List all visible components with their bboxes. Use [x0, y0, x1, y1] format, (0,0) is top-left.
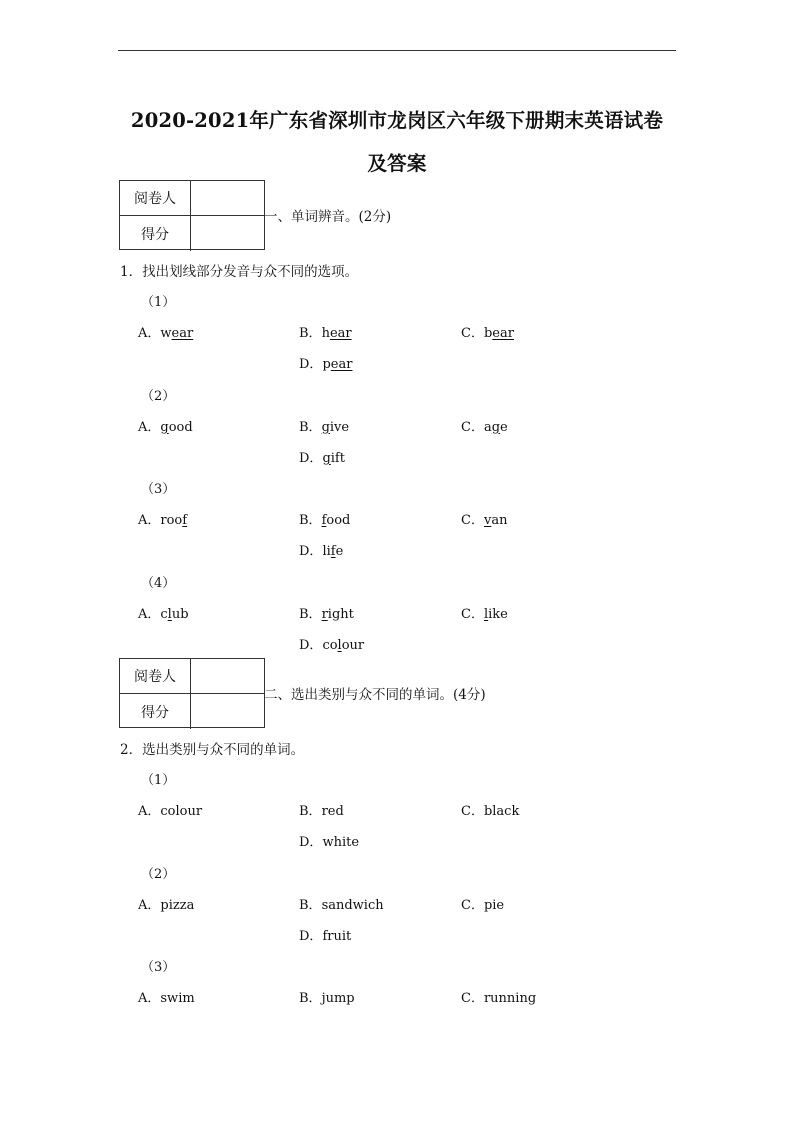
score-box [119, 658, 265, 728]
option-word: ub [171, 607, 189, 622]
option[interactable] [299, 987, 355, 1006]
option[interactable] [299, 447, 345, 466]
option-letter: A． [138, 326, 161, 341]
score-box [119, 180, 265, 250]
option[interactable] [299, 925, 351, 944]
underlined-part: f [182, 513, 188, 528]
option-letter: B． [299, 513, 322, 528]
underlined-part: l [483, 607, 489, 622]
option-letter: C． [461, 804, 484, 819]
option[interactable] [299, 894, 384, 913]
sub-question-number: （3） [141, 482, 176, 497]
option[interactable] [461, 322, 514, 341]
underlined-part: l [337, 638, 342, 653]
option-word: an [491, 513, 508, 528]
underlined-part: g [491, 420, 501, 435]
option-word: ood [326, 513, 351, 528]
sub-question-number: （3） [141, 960, 176, 975]
option-letter: D． [299, 929, 323, 944]
underlined-part: g [160, 420, 169, 435]
underlined-part: g [321, 420, 330, 435]
option-letter: C． [461, 991, 484, 1006]
reviewer-label: 阅卷人 [120, 181, 191, 216]
option-letter: C． [461, 898, 484, 913]
page-title-continued: 及答案 [367, 152, 427, 175]
option-word: b [483, 326, 493, 341]
option[interactable] [138, 322, 193, 341]
option-word: pie [483, 898, 505, 913]
option[interactable] [299, 509, 350, 528]
option-word: h [321, 326, 330, 341]
option-letter: A． [138, 991, 161, 1006]
option-word: roo [160, 513, 183, 528]
score-blank [191, 216, 264, 251]
option[interactable] [299, 800, 344, 819]
score-blank [191, 694, 264, 729]
option-letter: B． [299, 326, 322, 341]
header-rule [118, 50, 676, 51]
option-word: red [321, 804, 344, 819]
option-letter: A． [138, 898, 161, 913]
option-word: pizza [160, 898, 195, 913]
option[interactable] [138, 800, 202, 819]
option[interactable] [138, 603, 189, 622]
option[interactable] [299, 603, 354, 622]
option[interactable] [461, 987, 536, 1006]
option-letter: B． [299, 607, 322, 622]
option-letter: A． [138, 804, 161, 819]
underlined-part: ear [492, 326, 514, 341]
option[interactable] [299, 540, 343, 559]
section-title: 一、单词辨音。(2分) [264, 209, 392, 225]
sub-question-number: （1） [141, 773, 176, 788]
option[interactable] [138, 894, 194, 913]
option[interactable] [461, 603, 508, 622]
option-letter: A． [138, 420, 161, 435]
option[interactable] [461, 509, 507, 528]
sub-question-number: （2） [141, 389, 176, 404]
reviewer-blank [191, 659, 264, 694]
sub-question-number: （1） [141, 295, 176, 310]
option-word: c [160, 607, 168, 622]
option-word: running [483, 991, 537, 1006]
option-word: ood [168, 420, 193, 435]
underlined-part: r [321, 607, 328, 622]
option-word: ight [327, 607, 354, 622]
question-stem: 1．找出划线部分发音与众不同的选项。 [120, 264, 359, 280]
option[interactable] [138, 987, 195, 1006]
option-letter: C． [461, 420, 484, 435]
option-word: co [322, 638, 338, 653]
option-letter: B． [299, 991, 322, 1006]
option[interactable] [299, 831, 359, 850]
underlined-part: ear [171, 326, 194, 341]
score-label: 得分 [120, 216, 191, 251]
question-stem: 2．选出类别与众不同的单词。 [120, 742, 305, 758]
reviewer-label: 阅卷人 [120, 659, 191, 694]
option-word: li [322, 544, 331, 559]
option-letter: B． [299, 804, 322, 819]
underlined-part: ear [329, 326, 352, 341]
option-word: a [483, 420, 492, 435]
sub-question-number: （4） [141, 576, 176, 591]
underlined-part: l [167, 607, 172, 622]
reviewer-blank [191, 181, 264, 216]
section-title: 二、选出类别与众不同的单词。(4分) [264, 687, 486, 703]
option-letter: A． [138, 513, 161, 528]
underlined-part: f [321, 513, 327, 528]
page-title: 2020-2021年广东省深圳市龙岗区六年级下册期末英语试卷 [130, 109, 664, 132]
option-word: our [341, 638, 365, 653]
option-word: ive [329, 420, 350, 435]
option-letter: D． [299, 451, 323, 466]
option-word: e [335, 544, 344, 559]
option-letter: C． [461, 607, 484, 622]
option[interactable] [138, 509, 187, 528]
option-letter: D． [299, 835, 323, 850]
option[interactable] [299, 353, 352, 372]
option-word: e [500, 420, 508, 435]
option-letter: D． [299, 544, 323, 559]
sub-question-number: （2） [141, 867, 176, 882]
option-letter: B． [299, 420, 322, 435]
underlined-part: ear [330, 357, 353, 372]
option-word: white [322, 835, 360, 850]
option[interactable] [461, 800, 519, 819]
option[interactable] [138, 416, 193, 435]
option-word: sandwich [321, 898, 384, 913]
option-letter: B． [299, 898, 322, 913]
option[interactable] [461, 894, 504, 913]
option-letter: D． [299, 638, 323, 653]
underlined-part: f [330, 544, 336, 559]
option-letter: C． [461, 513, 484, 528]
option[interactable] [299, 322, 352, 341]
option-word: ike [488, 607, 508, 622]
option-word: swim [160, 991, 195, 1006]
underlined-part: v [483, 513, 492, 528]
option-word: ift [330, 451, 345, 466]
option-word: colour [160, 804, 203, 819]
option[interactable] [299, 634, 364, 653]
option[interactable] [461, 416, 508, 435]
option[interactable] [299, 416, 349, 435]
option-word: black [483, 804, 520, 819]
score-label: 得分 [120, 694, 191, 729]
option-letter: C． [461, 326, 484, 341]
option-letter: A． [138, 607, 161, 622]
option-word: p [322, 357, 331, 372]
option-word: jump [321, 991, 355, 1006]
option-letter: D． [299, 357, 323, 372]
option-word: fruit [322, 929, 352, 944]
option-word: w [160, 326, 172, 341]
underlined-part: g [322, 451, 331, 466]
